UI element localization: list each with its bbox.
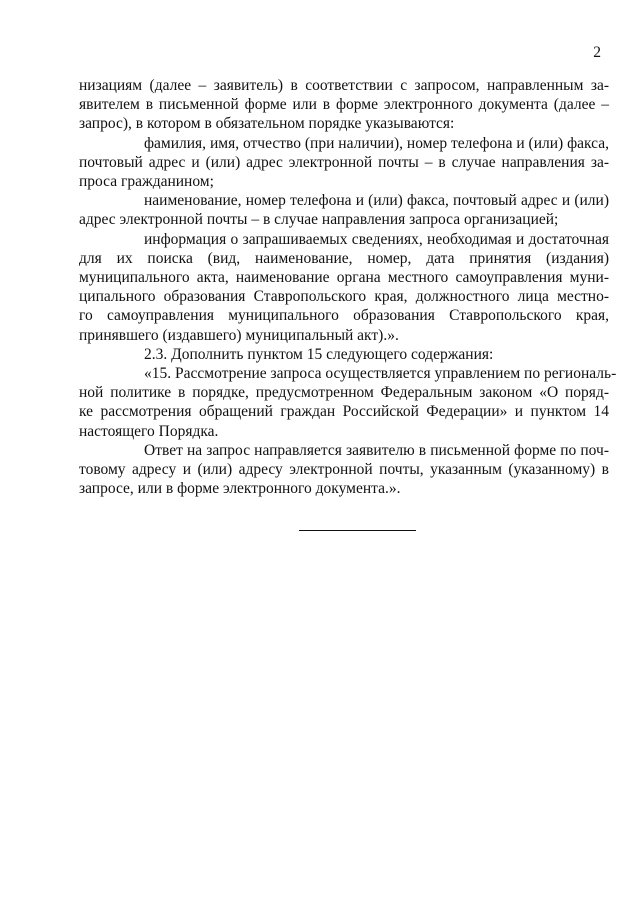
- document-body: [79, 76, 617, 498]
- end-separator-line: [299, 530, 416, 531]
- paragraph: [79, 76, 609, 134]
- text-line: низациям (далее – заявитель) в соответствии с запросом, направленным за-: [79, 77, 609, 94]
- text-line: принявшего (издавшего) муниципальный акт).».: [79, 326, 399, 344]
- text-line: явителем в письменной форме или в форме электронного документа (далее –: [79, 96, 609, 114]
- paragraph: [79, 345, 609, 364]
- text-line: проса гражданином;: [79, 173, 214, 191]
- text-line: настоящего Порядка.: [79, 422, 219, 440]
- text-line: запросе, или в форме электронного документа.».: [79, 480, 401, 498]
- text-line: наименование, номер телефона и (или) факса, почтовый адрес и (или): [144, 192, 609, 210]
- text-line: Ответ на запрос направляется заявителю в письменной форме по поч-: [144, 441, 609, 459]
- text-line: адрес электронной почты – в случае направления запроса организацией;: [79, 211, 559, 229]
- text-line: «15. Рассмотрение запроса осуществляется управлением по региональ-: [144, 365, 617, 383]
- text-line: муниципального акта, наименование органа местного самоуправления муни-: [79, 269, 609, 287]
- text-line: почтовый адрес и (или) адрес электронной почты – в случае направления за-: [79, 153, 609, 171]
- paragraph: [79, 191, 609, 229]
- text-line: ке рассмотрения обращений граждан Российской Федерации» и пунктом 14: [79, 403, 609, 421]
- paragraph: [79, 441, 609, 499]
- paragraph: [79, 134, 609, 192]
- text-line: товому адресу и (или) адресу электронной почты, указанным (указанному) в: [79, 461, 609, 479]
- paragraph: [79, 230, 609, 345]
- text-line: ной политике в порядке, предусмотренном Федеральным законом «О поряд-: [79, 384, 609, 402]
- text-line: запрос), в котором в обязательном порядке указываются:: [79, 115, 455, 133]
- text-line: фамилия, имя, отчество (при наличии), номер телефона и (или) факса,: [144, 134, 609, 152]
- text-line: 2.3. Дополнить пунктом 15 следующего содержания:: [144, 345, 494, 363]
- text-line: информация о запрашиваемых сведениях, необходимая и достаточная: [144, 230, 609, 248]
- page-number: 2: [593, 44, 601, 61]
- text-line: го самоуправления муниципального образования Ставропольского края,: [79, 307, 609, 325]
- text-line: для их поиска (вид, наименование, номер, дата принятия (издания): [79, 249, 609, 267]
- text-line: ципального образования Ставропольского края, должностного лица местно-: [79, 288, 609, 306]
- paragraph: [79, 364, 617, 441]
